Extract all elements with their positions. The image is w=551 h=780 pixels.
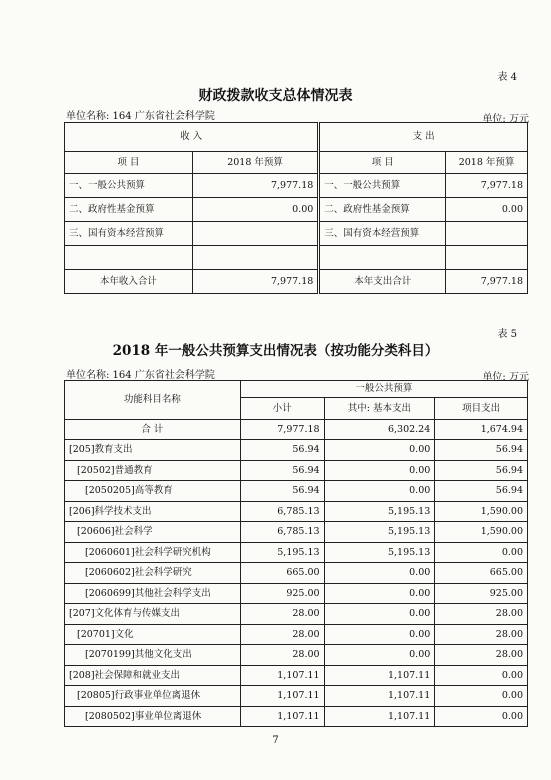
- row-basic: 0.00: [324, 460, 435, 481]
- row-project: 56.94: [435, 460, 528, 481]
- table-row: [65, 481, 528, 502]
- row-name: [2060601]社会科学研究机构: [65, 542, 241, 563]
- total-basic: 6,302.24: [324, 420, 435, 440]
- table4-row: [65, 174, 528, 198]
- row-subtotal: 28.00: [240, 624, 324, 645]
- row-project: 1,590.00: [435, 522, 528, 543]
- row-subtotal: 56.94: [240, 440, 324, 461]
- row-project: 925.00: [435, 583, 528, 604]
- row-subtotal: 56.94: [240, 481, 324, 502]
- income-value: 0.00: [192, 198, 319, 222]
- col-function-name: 功能科目名称: [65, 381, 241, 420]
- row-basic: 5,195.13: [324, 542, 435, 563]
- table4-total-row: [65, 270, 528, 294]
- income-item: [65, 246, 193, 270]
- row-name: [20805]行政事业单位离退休: [65, 686, 241, 707]
- table-row: [65, 604, 528, 625]
- expense-header: 支 出: [319, 123, 528, 152]
- table-row: [65, 440, 528, 461]
- income-item: 三、国有资本经营预算: [65, 222, 193, 246]
- row-name: [2060602]社会科学研究: [65, 563, 241, 584]
- row-basic: 0.00: [324, 624, 435, 645]
- table-row: [65, 645, 528, 666]
- row-basic: 0.00: [324, 583, 435, 604]
- expense-col-item: 项 目: [319, 152, 446, 174]
- row-basic: 5,195.13: [324, 501, 435, 522]
- expense-value: [446, 246, 528, 270]
- row-basic: 1,107.11: [324, 665, 435, 686]
- row-name: [207]文化体育与传媒支出: [65, 604, 241, 625]
- table-row: [65, 706, 528, 727]
- row-project: 28.00: [435, 604, 528, 625]
- row-project: 0.00: [435, 542, 528, 563]
- expense-total: 7,977.18: [446, 270, 528, 294]
- table-row: [65, 501, 528, 522]
- row-subtotal: 1,107.11: [240, 706, 324, 727]
- income-col-budget: 2018 年预算: [192, 152, 319, 174]
- table4-row: [65, 222, 528, 246]
- income-total: 7,977.18: [192, 270, 319, 294]
- row-name: [205]教育支出: [65, 440, 241, 461]
- table4-unit: 单位: 万元: [482, 114, 529, 125]
- row-basic: 0.00: [324, 604, 435, 625]
- row-name: [2070199]其他文化支出: [65, 645, 241, 666]
- table4-number: 表 4: [497, 72, 517, 83]
- col-group-general-budget: 一般公共预算: [240, 381, 527, 398]
- row-basic: 0.00: [324, 440, 435, 461]
- row-project: 28.00: [435, 645, 528, 666]
- row-name: [2080502]事业单位离退休: [65, 706, 241, 727]
- table4-row: [65, 246, 528, 270]
- row-name: [20606]社会科学: [65, 522, 241, 543]
- table4: [64, 122, 528, 294]
- row-project: 56.94: [435, 440, 528, 461]
- table4-title: 财政拨款收支总体情况表: [198, 88, 353, 104]
- expense-total-label: 本年支出合计: [319, 270, 446, 294]
- expense-item: 二、政府性基金预算: [319, 198, 446, 222]
- table-row: [65, 665, 528, 686]
- income-header: 收 入: [65, 123, 319, 152]
- table5-title: 2018 年一般公共预算支出情况表（按功能分类科目）: [112, 343, 439, 359]
- table-row: [65, 624, 528, 645]
- table5-unit-name: 单位名称: 164 广东省社会科学院: [66, 370, 215, 381]
- income-col-item: 项 目: [65, 152, 193, 174]
- income-total-label: 本年收入合计: [65, 270, 193, 294]
- total-label: 合 计: [65, 420, 241, 440]
- row-subtotal: 56.94: [240, 460, 324, 481]
- table-row: [65, 563, 528, 584]
- row-basic: 1,107.11: [324, 706, 435, 727]
- table-row: [65, 583, 528, 604]
- expense-item: 一、一般公共预算: [319, 174, 446, 198]
- row-project: 0.00: [435, 686, 528, 707]
- row-name: [208]社会保障和就业支出: [65, 665, 241, 686]
- row-name: [2060699]其他社会科学支出: [65, 583, 241, 604]
- row-subtotal: 1,107.11: [240, 686, 324, 707]
- income-value: [192, 222, 319, 246]
- table-row: [65, 542, 528, 563]
- row-project: 0.00: [435, 665, 528, 686]
- table-row: [65, 460, 528, 481]
- row-project: 665.00: [435, 563, 528, 584]
- table4-row: [65, 198, 528, 222]
- expense-value: 7,977.18: [446, 174, 528, 198]
- expense-value: 0.00: [446, 198, 528, 222]
- table-row: [65, 686, 528, 707]
- table5-number: 表 5: [497, 329, 517, 340]
- table4-unit-name: 单位名称: 164 广东省社会科学院: [66, 111, 215, 122]
- row-basic: 5,195.13: [324, 522, 435, 543]
- row-name: [20502]普通教育: [65, 460, 241, 481]
- row-project: 1,590.00: [435, 501, 528, 522]
- expense-item: [319, 246, 446, 270]
- total-subtotal: 7,977.18: [240, 420, 324, 440]
- row-subtotal: 925.00: [240, 583, 324, 604]
- table5-total-row: [65, 420, 528, 440]
- row-subtotal: 6,785.13: [240, 522, 324, 543]
- row-project: 56.94: [435, 481, 528, 502]
- row-basic: 0.00: [324, 645, 435, 666]
- row-project: 0.00: [435, 706, 528, 727]
- row-subtotal: 6,785.13: [240, 501, 324, 522]
- income-item: 二、政府性基金预算: [65, 198, 193, 222]
- col-basic: 其中: 基本支出: [324, 398, 435, 420]
- row-subtotal: 1,107.11: [240, 665, 324, 686]
- row-name: [206]科学技术支出: [65, 501, 241, 522]
- income-value: 7,977.18: [192, 174, 319, 198]
- row-subtotal: 28.00: [240, 645, 324, 666]
- table5: [64, 380, 528, 727]
- page-number: 7: [272, 735, 279, 746]
- expense-value: [446, 222, 528, 246]
- income-value: [192, 246, 319, 270]
- total-project: 1,674.94: [435, 420, 528, 440]
- row-project: 28.00: [435, 624, 528, 645]
- col-project: 项目支出: [435, 398, 528, 420]
- col-subtotal: 小计: [240, 398, 324, 420]
- expense-col-budget: 2018 年预算: [446, 152, 528, 174]
- table5-unit: 单位: 万元: [482, 372, 529, 383]
- row-basic: 0.00: [324, 563, 435, 584]
- row-basic: 0.00: [324, 481, 435, 502]
- row-name: [20701]文化: [65, 624, 241, 645]
- income-item: 一、一般公共预算: [65, 174, 193, 198]
- row-basic: 1,107.11: [324, 686, 435, 707]
- row-subtotal: 665.00: [240, 563, 324, 584]
- table-row: [65, 522, 528, 543]
- row-subtotal: 28.00: [240, 604, 324, 625]
- row-name: [2050205]高等教育: [65, 481, 241, 502]
- expense-item: 三、国有资本经营预算: [319, 222, 446, 246]
- row-subtotal: 5,195.13: [240, 542, 324, 563]
